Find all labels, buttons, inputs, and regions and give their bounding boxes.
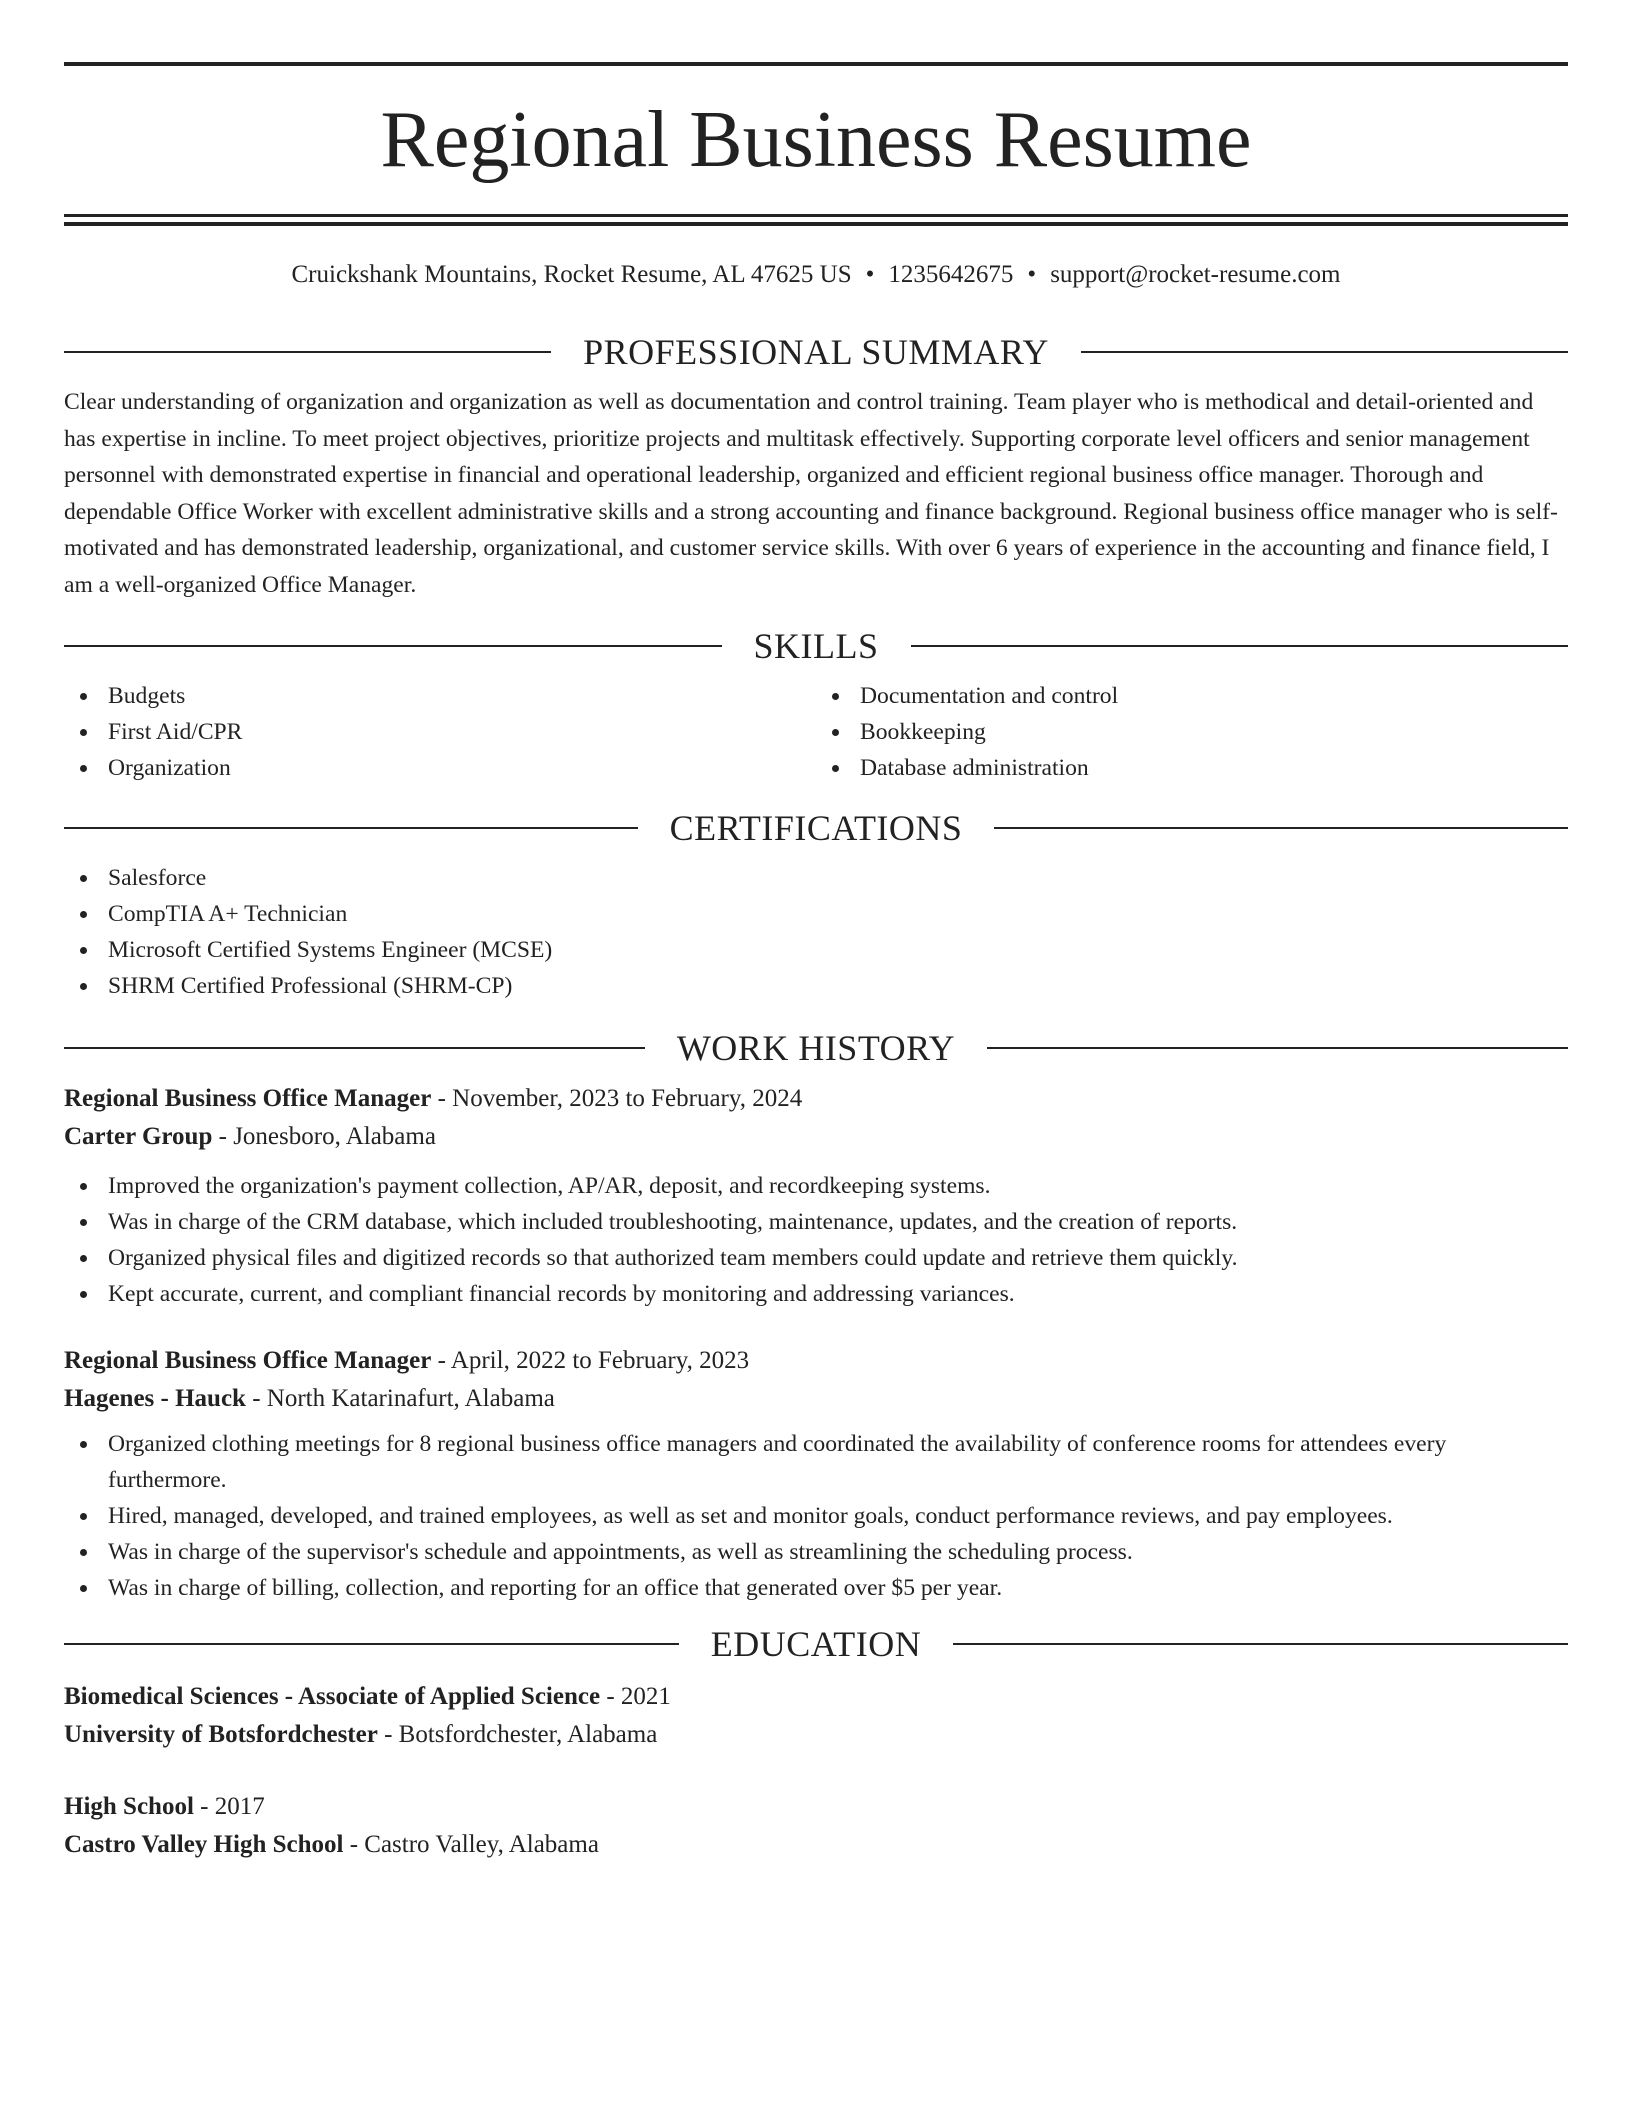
- dash: -: [349, 1830, 359, 1858]
- contact-separator: •: [1027, 261, 1037, 288]
- contact-address: Cruickshank Mountains, Rocket Resume, AL 47625 US: [291, 261, 852, 288]
- job-location: North Katarinafurt, Alabama: [266, 1384, 555, 1412]
- dash: -: [437, 1346, 446, 1374]
- page-title: Regional Business Resume: [380, 96, 1252, 184]
- education-entry: [64, 1678, 1568, 1754]
- job-entry: [64, 1080, 1568, 1312]
- education-school-line: [64, 1826, 1568, 1864]
- dash: -: [437, 1084, 446, 1112]
- skill-item: Bookkeeping: [816, 714, 1568, 750]
- job-bullet: Organized physical files and digitized records so that authorized team members could update and retrieve them quickly.: [64, 1240, 1568, 1276]
- dash: -: [200, 1792, 209, 1820]
- job-bullet: Improved the organization's payment collection, AP/AR, deposit, and recordkeeping systems.: [64, 1168, 1568, 1204]
- job-bullets: [64, 1426, 1568, 1606]
- education-entry: [64, 1788, 1568, 1864]
- job-company: Hagenes - Hauck: [64, 1384, 246, 1412]
- job-bullets: [64, 1168, 1568, 1312]
- job-bullet: Was in charge of the supervisor's schedule and appointments, as well as streamlining the scheduling process.: [64, 1534, 1568, 1570]
- contact-email: support@rocket-resume.com: [1050, 261, 1341, 288]
- certifications-list: [64, 860, 1568, 1004]
- skill-item: First Aid/CPR: [64, 714, 816, 750]
- job-location: Jonesboro, Alabama: [233, 1122, 436, 1150]
- heading-rule: [64, 1047, 645, 1049]
- dash: -: [252, 1384, 261, 1412]
- job-company: Carter Group: [64, 1122, 213, 1150]
- certification-item: CompTIA A+ Technician: [64, 896, 1568, 932]
- job-bullet: Organized clothing meetings for 8 regional business office managers and coordinated the availability of conference rooms for attendees every furthermore.: [64, 1426, 1568, 1498]
- education-school-line: [64, 1716, 1568, 1754]
- education-heading-label: EDUCATION: [710, 1623, 922, 1664]
- education-degree-line: [64, 1678, 1568, 1716]
- job-dates: November, 2023 to February, 2024: [452, 1084, 803, 1112]
- heading-rule: [994, 827, 1568, 829]
- heading-rule: [911, 645, 1569, 647]
- dash: -: [218, 1122, 227, 1150]
- heading-rule: [64, 827, 638, 829]
- work-heading-label: WORK HISTORY: [676, 1027, 956, 1068]
- education-heading: [64, 1624, 1568, 1664]
- heading-rule: [64, 1643, 679, 1645]
- job-company-line: [64, 1118, 1568, 1156]
- title-double-rule: [64, 214, 1568, 226]
- dash: -: [606, 1682, 615, 1710]
- heading-rule: [1081, 351, 1568, 353]
- education-year: 2017: [214, 1792, 265, 1820]
- job-title: Regional Business Office Manager: [64, 1346, 432, 1374]
- skills-heading-label: SKILLS: [753, 625, 879, 666]
- heading-rule: [64, 351, 551, 353]
- skill-item: Organization: [64, 750, 816, 786]
- education-school: University of Botsfordchester: [64, 1720, 378, 1748]
- skill-item: Documentation and control: [816, 678, 1568, 714]
- top-rule: [64, 62, 1568, 66]
- job-title-line: [64, 1080, 1568, 1118]
- job-title-line: [64, 1342, 1568, 1380]
- skills-column-left: [64, 678, 816, 786]
- education-year: 2021: [620, 1682, 671, 1710]
- education-degree: Biomedical Sciences - Associate of Applied Science: [64, 1682, 601, 1710]
- job-bullet: Was in charge of the CRM database, which included troubleshooting, maintenance, updates, and the creation of reports.: [64, 1204, 1568, 1240]
- certification-item: SHRM Certified Professional (SHRM-CP): [64, 968, 1568, 1004]
- skill-item: Database administration: [816, 750, 1568, 786]
- work-heading: [64, 1028, 1568, 1068]
- certification-item: Microsoft Certified Systems Engineer (MCSE): [64, 932, 1568, 968]
- certifications-heading: [64, 808, 1568, 848]
- summary-text: Clear understanding of organization and organization as well as documentation and control training. Team player who is methodical and detail-oriented and has expertise in incline. To meet project objectives, prioritize projects and multitask effectively. Supporting corporate level officers and senior management personnel with demonstrated expertise in financial and operational leadership, organized and efficient regional business office manager. Thorough and dependable Office Worker with excellent administrative skills and a strong accounting and finance background. Regional business office manager who is self-motivated and has demonstrated leadership, organizational, and customer service skills. With over 6 years of experience in the accounting and finance field, I am a well-organized Office Manager.: [64, 389, 1558, 598]
- job-company-line: [64, 1380, 1568, 1418]
- skill-item: Budgets: [64, 678, 816, 714]
- contact-line: [64, 260, 1568, 290]
- education-location: Botsfordchester, Alabama: [398, 1720, 658, 1748]
- education-school: Castro Valley High School: [64, 1830, 344, 1858]
- skills-column-right: [816, 678, 1568, 786]
- contact-separator: •: [865, 261, 875, 288]
- education-location: Castro Valley, Alabama: [364, 1830, 599, 1858]
- dash: -: [384, 1720, 393, 1748]
- summary-heading-label: PROFESSIONAL SUMMARY: [583, 332, 1049, 372]
- job-bullet: Was in charge of billing, collection, and reporting for an office that generated over $5 per year.: [64, 1570, 1568, 1606]
- education-degree-line: [64, 1788, 1568, 1826]
- heading-rule: [64, 645, 722, 647]
- job-title: Regional Business Office Manager: [64, 1084, 432, 1112]
- certification-item: Salesforce: [64, 860, 1568, 896]
- job-bullet: Hired, managed, developed, and trained employees, as well as set and monitor goals, conduct performance reviews, and pay employees.: [64, 1498, 1568, 1534]
- certifications-heading-label: CERTIFICATIONS: [669, 807, 963, 848]
- job-bullet: Kept accurate, current, and compliant financial records by monitoring and addressing variances.: [64, 1276, 1568, 1312]
- job-dates: April, 2022 to February, 2023: [450, 1346, 750, 1374]
- skills-list: [64, 678, 1568, 786]
- contact-phone: 1235642675: [888, 261, 1014, 288]
- job-entry: [64, 1342, 1568, 1606]
- education-degree: High School: [64, 1792, 194, 1820]
- skills-heading: [64, 626, 1568, 666]
- summary-heading: [64, 332, 1568, 372]
- heading-rule: [987, 1047, 1568, 1049]
- heading-rule: [953, 1643, 1568, 1645]
